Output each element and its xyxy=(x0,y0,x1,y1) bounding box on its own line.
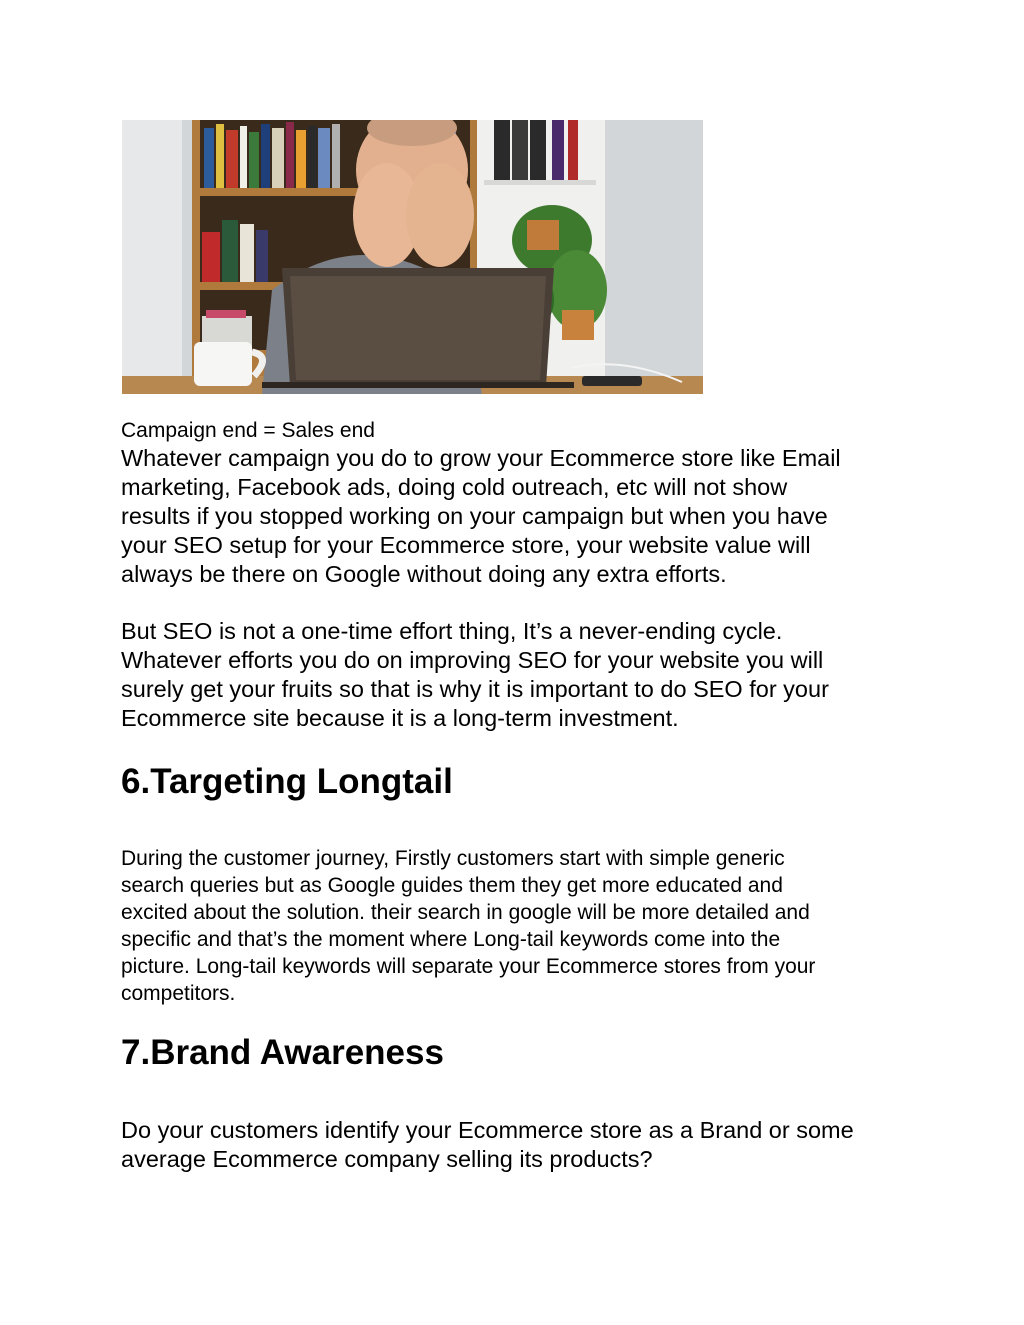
paragraph-line: But SEO is not a one-time effort thing, It’s a never-ending cycle. xyxy=(121,618,783,644)
paragraph-line: your SEO setup for your Ecommerce store, your website value will xyxy=(121,532,811,558)
paragraph-line: search queries but as Google guides them they get more educated and xyxy=(121,874,783,897)
paragraph-line: Whatever efforts you do on improving SEO for your website you will xyxy=(121,647,824,673)
paragraph-line: marketing, Facebook ads, doing cold outreach, etc will not show xyxy=(121,474,788,500)
paragraph-line: Do your customers identify your Ecommerce store as a Brand or some xyxy=(121,1117,854,1143)
paragraph-line: During the customer journey, Firstly customers start with simple generic xyxy=(121,847,785,870)
frustrated-man-photo xyxy=(122,120,703,394)
section-heading-brand-awareness: 7.Brand Awareness xyxy=(121,1033,444,1072)
paragraph-brand xyxy=(121,1116,921,1174)
paragraph-campaign xyxy=(121,444,921,589)
paragraph-line: Ecommerce site because it is a long-term investment. xyxy=(121,705,679,731)
paragraph-line: excited about the solution. their search in google will be more detailed and xyxy=(121,901,810,924)
paragraph-line: specific and that’s the moment where Long-tail keywords come into the xyxy=(121,928,781,951)
paragraph-line: surely get your fruits so that is why it is important to do SEO for your xyxy=(121,676,829,702)
section-heading-targeting-longtail: 6.Targeting Longtail xyxy=(121,762,453,801)
paragraph-line: average Ecommerce company selling its products? xyxy=(121,1146,653,1172)
paragraph-line: results if you stopped working on your campaign but when you have xyxy=(121,503,828,529)
paragraph-line: always be there on Google without doing any extra efforts. xyxy=(121,561,727,587)
paragraph-seo-cycle xyxy=(121,617,921,733)
image-caption: Campaign end = Sales end xyxy=(121,419,375,442)
paragraph-longtail xyxy=(121,845,921,1007)
paragraph-line: Whatever campaign you do to grow your Ecommerce store like Email xyxy=(121,445,841,471)
paragraph-line: competitors. xyxy=(121,982,236,1005)
paragraph-line: picture. Long-tail keywords will separate your Ecommerce stores from your xyxy=(121,955,816,978)
